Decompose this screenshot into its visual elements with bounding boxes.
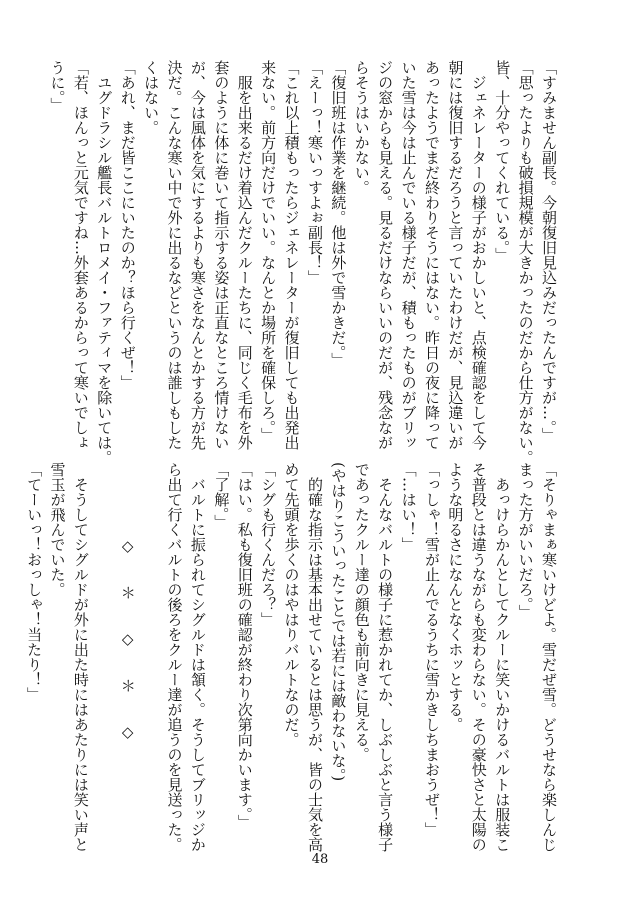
text-column: いた雪は今は止んでいる様子だが、積もったものがブリッ	[399, 60, 418, 450]
text-column: 的確な指示は基本出せているとは思うが、皆の士気を高	[305, 462, 324, 852]
page-number: 48	[311, 852, 329, 867]
text-column: 「シグも行くんだろ？」	[259, 462, 278, 627]
text-column: 「復旧班は作業を継続。他は外で雪かきだ。」	[329, 60, 348, 368]
text-column: 来ない。前方向だけでいい。なんとか場所を確保しろ。」	[259, 60, 278, 443]
text-column: ジェネレーターの様子がおかしいと、点検確認をして今	[469, 60, 488, 450]
text-column: 服を出来るだけ着込んだクルーたちに、同じく毛布を外	[235, 60, 254, 450]
text-column: 「えーっ！寒いっすよぉ副長！」	[305, 60, 324, 285]
text-column: めて先頭を歩くのはやはりバルトなのだ。	[282, 462, 301, 747]
text-column: まった方がいいだろ。」	[516, 462, 535, 620]
text-column: うに。」	[48, 60, 67, 113]
text-column: 「了解。」	[212, 462, 231, 530]
text-column: ◇ ＊ ◇ ＊ ◇	[118, 462, 137, 741]
text-column: 「はい。私も復旧班の確認が終わり次第向かいます。」	[235, 462, 254, 830]
text-column: 決だ。こんな寒い中で外に出るなどというのは誰しもした	[165, 60, 184, 450]
text-column: ような明るさになんとなくホッとする。	[446, 462, 465, 732]
text-column: が、今は風体を気にするよりも寒さをなんとかする方が先	[188, 60, 207, 450]
text-column: 套のように体に巻いて指示する姿は正直なところ情けない	[212, 60, 231, 450]
lower-text-block	[22, 462, 560, 852]
text-column: (やはりこういったことでは若には敵わないな。)	[329, 462, 348, 782]
text-column: ら出て行くバルトの後ろをクルー達が追うのを見送った。	[165, 462, 184, 852]
text-column: くはない。	[142, 60, 161, 135]
text-column: であったクルー達の顔色も前向きに見える。	[352, 462, 371, 762]
text-column: らそうはいかない。	[352, 60, 371, 195]
text-column: 「思ったよりも破損規模が大きかったのだから仕方がない。	[516, 60, 535, 465]
text-column	[92, 462, 115, 822]
text-column: 雪玉が飛んでいた。	[48, 462, 67, 597]
text-column: そ普段とは違うながらも変わらない。その豪快さと太陽の	[469, 462, 488, 852]
text-column: 「てーいっ！おっしゃ！当たり！」	[25, 462, 44, 702]
text-column: 「…はい！」	[399, 462, 418, 552]
text-column: 「すみません副長。今朝復旧見込みだったんですが…。」	[540, 60, 558, 443]
text-column: ジの窓からも見える。見るだけならいいのだが、残念なが	[376, 60, 395, 450]
text-column: そうしてシグルドが外に出た時にはあたりには笑い声と	[71, 462, 90, 852]
text-column: あったようでまだ終わりそうにはない。昨日の夜に降って	[422, 60, 441, 450]
text-column: 皆、十分やってくれている。」	[493, 60, 512, 263]
text-column: 「あれ、まだ皆ここにいたのか？ほら行くぜ！」	[118, 60, 137, 390]
text-column: バルトに振られてシグルドは頷く。そうしてブリッジか	[188, 462, 207, 852]
text-column: ユグドラシル艦長バルトロメイ・ファティマを除いては。	[95, 60, 114, 465]
upper-text-block	[45, 60, 560, 465]
text-column	[139, 462, 162, 822]
text-column: 朝には復旧するだろうと言っていたわけだが、見込違いが	[446, 60, 465, 450]
text-column: あっけらかんとしてクルーに笑いかけるバルトは服装こ	[493, 462, 512, 852]
text-column: そんなバルトの様子に惹かれてか、しぶしぶと言う様子	[376, 462, 395, 852]
text-column: 「若、ほんっと元気ですね…外套あるからって寒いでしょ	[71, 60, 90, 450]
text-column: 「っしゃ！雪が止んでるうちに雪かきしちまおうぜ！」	[422, 462, 441, 837]
text-column: 「これ以上積もったらジェネレーターが復旧しても出発出	[282, 60, 301, 450]
text-column: 「そりゃまぁ寒いけどよ。雪だぜ雪。どうせなら楽しんじ	[540, 462, 558, 852]
